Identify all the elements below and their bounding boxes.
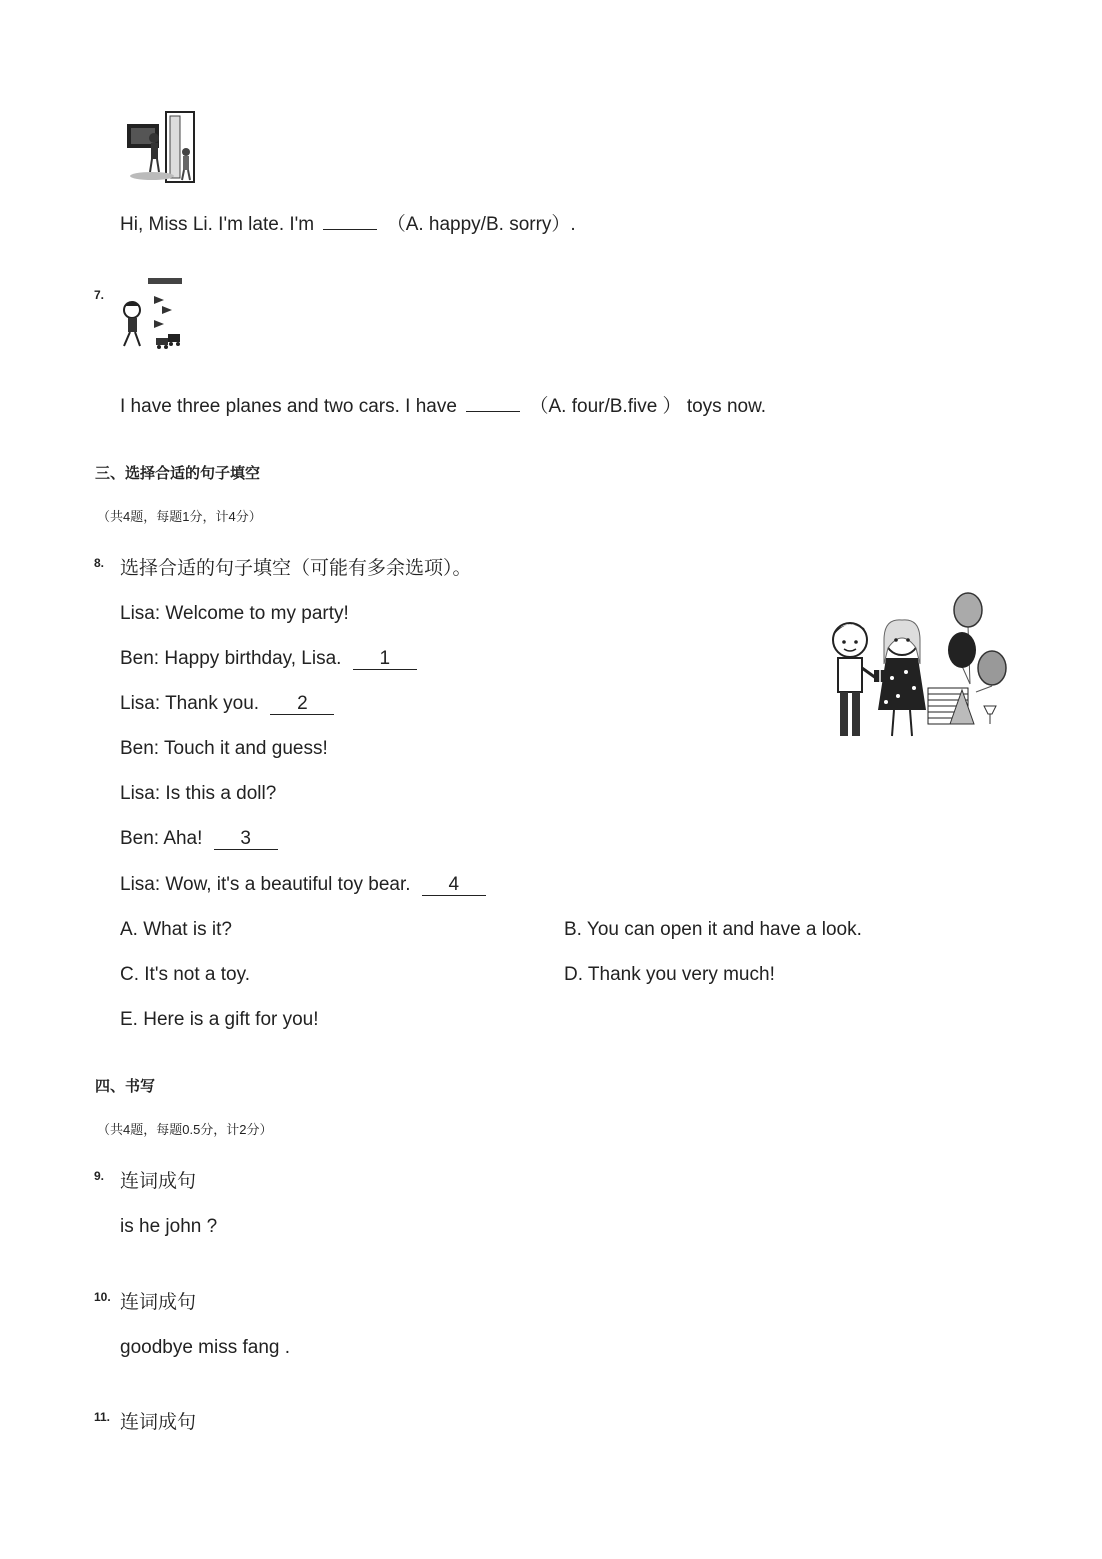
q7-sentence-suffix: （A. four/B.five ） toys now. <box>529 396 767 417</box>
q9-words: is he john ? <box>120 1216 218 1237</box>
dialogue-line <box>120 827 278 851</box>
option-a: A. What is it? <box>120 919 232 940</box>
dialogue-text: Ben: Aha! <box>120 828 203 849</box>
q10-instruction: 连词成句 <box>120 1292 197 1313</box>
q8-picture-birthday-party <box>820 588 1012 746</box>
section-4-title: 四、书写 <box>95 1078 156 1095</box>
q11-instruction: 连词成句 <box>120 1412 197 1433</box>
dialogue-text: Lisa: Thank you. <box>120 693 260 714</box>
dialogue-text: Ben: Happy birthday, Lisa. <box>120 648 342 669</box>
section-3-note: （共4题，每题1分，计4分） <box>97 509 262 524</box>
q10-number: 10. <box>94 1290 111 1304</box>
q9-instruction: 连词成句 <box>120 1171 197 1192</box>
q6-picture-late-student <box>122 108 200 190</box>
dialogue-text: Lisa: Is this a doll? <box>120 783 277 804</box>
option-d: D. Thank you very much! <box>564 964 775 985</box>
q6-answer-blank[interactable] <box>323 213 377 230</box>
q11-number: 11. <box>94 1410 111 1424</box>
option-b: B. You can open it and have a look. <box>564 919 862 940</box>
answer-blank-1[interactable]: 1 <box>353 649 417 670</box>
dialogue-line <box>120 782 276 806</box>
answer-blank-3[interactable]: 3 <box>214 829 278 850</box>
q6-sentence-suffix: （A. happy/B. sorry）. <box>386 214 576 235</box>
q8-instruction: 选择合适的句子填空（可能有多余选项）。 <box>120 558 472 579</box>
q6-sentence-prefix: Hi, Miss Li. I'm late. I'm <box>120 214 315 235</box>
dialogue-line <box>120 692 334 716</box>
section-4-note: （共4题，每题0.5分，计2分） <box>97 1122 273 1137</box>
dialogue-line <box>120 873 486 897</box>
q7-answer-blank[interactable] <box>466 395 520 412</box>
dialogue-line <box>120 602 349 626</box>
answer-blank-2[interactable]: 2 <box>270 694 334 715</box>
q7-number: 7. <box>94 288 105 302</box>
q7-sentence-prefix: I have three planes and two cars. I have <box>120 396 457 417</box>
q6-sentence <box>120 213 576 237</box>
answer-blank-4[interactable]: 4 <box>422 875 486 896</box>
q8-number: 8. <box>94 556 105 570</box>
dialogue-line <box>120 737 328 761</box>
option-c: C. It's not a toy. <box>120 964 250 985</box>
dialogue-text: Lisa: Welcome to my party! <box>120 603 349 624</box>
dialogue-line <box>120 647 417 671</box>
option-e: E. Here is a gift for you! <box>120 1009 319 1030</box>
section-3-title: 三、选择合适的句子填空 <box>95 465 261 482</box>
dialogue-text: Lisa: Wow, it's a beautiful toy bear. <box>120 874 411 895</box>
q7-picture-boy-with-toys <box>118 276 184 360</box>
q9-number: 9. <box>94 1169 105 1183</box>
q10-words: goodbye miss fang . <box>120 1337 291 1358</box>
q7-sentence <box>120 395 766 419</box>
dialogue-text: Ben: Touch it and guess! <box>120 738 328 759</box>
